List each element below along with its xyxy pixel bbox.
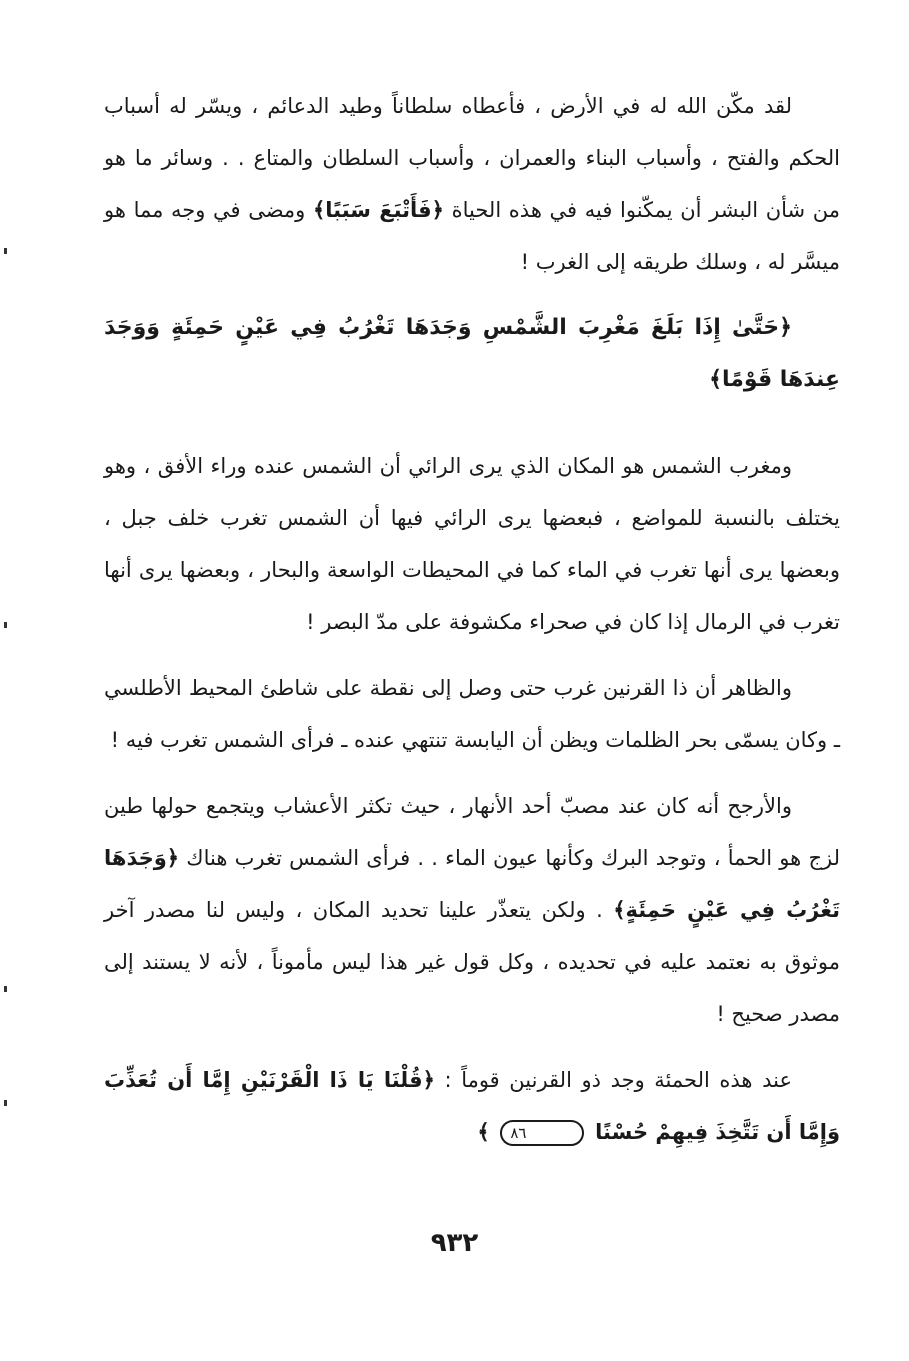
paragraph-1 (104, 80, 840, 288)
page-body (104, 80, 840, 1158)
paragraph-1-text: لقد مكّن الله له في الأرض ، فأعطاه سلطاناً وطيد الدعائم ، ويسّر له أسباب الحكم والفتح ، وأسباب البناء والعمران ، وأسباب السلطان والمتاع . . وسائر ما هو من شأن البشر أن يمكّنوا فيه في هذه الحياة (104, 94, 840, 222)
quran-verse-85: ﴿حَتَّىٰ إِذَا بَلَغَ مَغْرِبَ الشَّمْسِ وَجَدَهَا تَغْرُبُ فِي عَيْنٍ حَمِئَةٍ وَوَجَدَ عِندَهَا قَوْمًا﴾ (104, 315, 840, 392)
paragraph-2: ومغرب الشمس هو المكان الذي يرى الرائي أن الشمس عنده وراء الأفق ، وهو يختلف بالنسبة للمواضع ، فبعضها يرى الرائي فيها أن الشمس تغرب خلف جبل ، وبعضها يرى أنها تغرب في الماء كما في المحيطات الواسعة والبحار ، وبعضها يرى أنها تغرب في الرمال إذا كان في صحراء مكشوفة على مدّ البصر ! (104, 454, 840, 634)
margin-mark (4, 248, 7, 254)
quran-quote-2: ﴿وَجَدَهَا تَغْرُبُ فِي عَيْنٍ حَمِئَةٍ﴾ (104, 846, 840, 922)
margin-mark (4, 986, 7, 992)
verse-number-badge: ٨٦ (500, 1120, 584, 1146)
quran-verse-86-close: ﴾ (477, 1120, 490, 1144)
paragraph-4-text: والأرجح أنه كان عند مصبّ أحد الأنهار ، حيث تكثر الأعشاب ويتجمع حولها طين لزج هو الحمأ ، وتوجد البرك وكأنها عيون الماء . . فرأى الشمس تغرب هناك (104, 794, 840, 870)
quran-quote-1: ﴿فَأَتْبَعَ سَبَبًا﴾ (312, 198, 444, 222)
quran-verse-86: ﴿قُلْنَا يَا ذَا الْقَرْنَيْنِ إِمَّا أَن تُعَذِّبَ وَإِمَّا أَن تَتَّخِذَ فِيهِمْ حُسْنًا (104, 1068, 840, 1144)
paragraph-4 (104, 780, 840, 1040)
paragraph-4-end: . ولكن يتعذّر علينا تحديد المكان ، وليس لنا مصدر آخر موثوق به نعتمد عليه في تحديده ، وكل قول غير هذا ليس مأموناً ، لأنه لا يستند إلى مصدر صحيح ! (104, 898, 840, 1026)
paragraph-5-text: عند هذه الحمئة وجد ذو القرنين قوماً : (444, 1068, 792, 1092)
paragraph-5 (104, 1054, 840, 1158)
paragraph-1-end: ومضى في وجه مما هو ميسَّر له ، وسلك طريقه إلى الغرب ! (104, 198, 840, 274)
paragraph-3: والظاهر أن ذا القرنين غرب حتى وصل إلى نقطة على شاطئ المحيط الأطلسي ـ وكان يسمّى بحر الظلمات ويظن أن اليابسة تنتهي عنده ـ فرأى الشمس تغرب فيه ! (104, 676, 840, 752)
margin-mark (4, 1100, 7, 1106)
page-number: ٩٣٢ (430, 1228, 479, 1258)
margin-mark (4, 622, 7, 628)
